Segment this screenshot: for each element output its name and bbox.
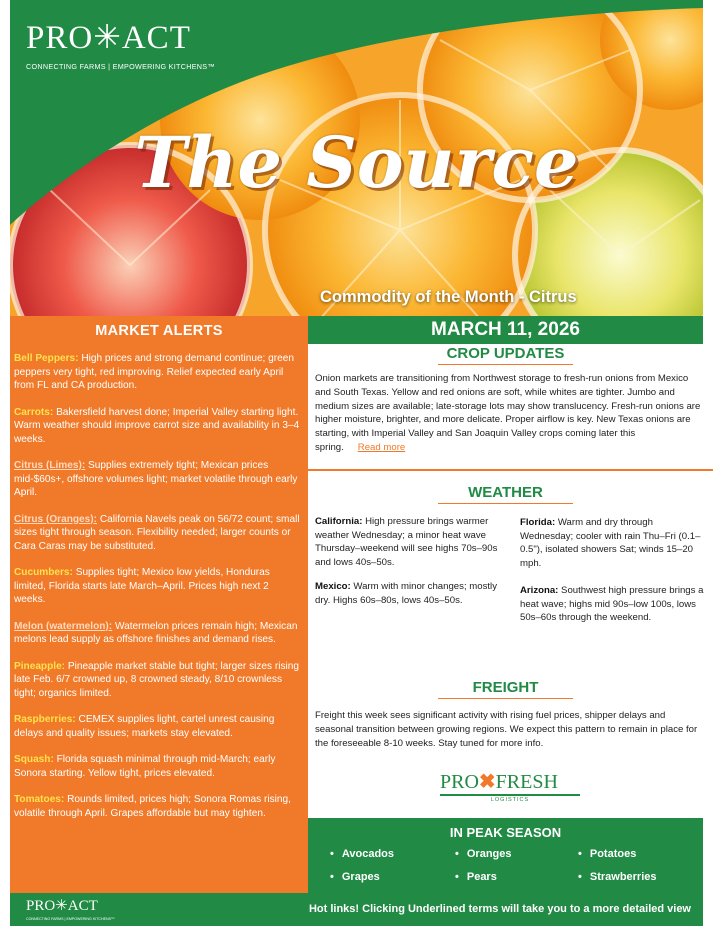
commodity-of-month: Commodity of the Month - Citrus <box>320 288 577 306</box>
weather-region: Mexico: <box>315 581 351 592</box>
hero-banner <box>10 0 703 316</box>
profresh-wordmark <box>440 772 580 792</box>
market-alert-text: Supplies tight; Mexico low yields, Honduras limited, Florida starts late March–April. Prices high next 2 weeks. <box>14 567 270 605</box>
footer-logo <box>26 899 115 921</box>
profresh-sub-bar <box>440 794 580 802</box>
peak-season-panel <box>308 818 703 893</box>
market-alert-link[interactable]: Citrus (Limes): <box>14 460 86 471</box>
weather-region: California: <box>315 516 363 527</box>
weather-text: High pressure brings warmer weather Wednesday; a minor heat wave Thursday–weekend will see highs 70s–90s and lows 40s–50s. <box>315 516 498 568</box>
crop-updates-body <box>315 372 703 455</box>
orange-arrow-x-icon: ✖ <box>478 771 496 793</box>
crop-updates-title: CROP UPDATES <box>446 345 565 362</box>
freight-title: FREIGHT <box>472 679 539 696</box>
market-alert-label: Tomatoes: <box>14 794 65 805</box>
profresh-sub: LOGISTICS <box>490 797 530 803</box>
footer-logo-tagline: CONNECTING FARMS | EMPOWERING KITCHENS™ <box>26 917 115 921</box>
proact-logo <box>26 22 215 71</box>
weather-arizona <box>520 584 706 625</box>
market-alert-text: Bakersfield harvest done; Imperial Valley starting light. Warm weather should improve carrot size and availability in 3–4 weeks. <box>14 406 300 445</box>
profresh-logo <box>440 772 580 802</box>
freight-underline <box>438 698 573 699</box>
weather-underline <box>438 503 573 504</box>
weather-region: Arizona: <box>520 585 559 596</box>
market-alert-text: High prices and strong demand continue; green peppers very tight, red improving. Relief expected early April from FL and CA production. <box>14 353 294 391</box>
weather-title: WEATHER <box>468 484 543 501</box>
market-alert-link[interactable]: Citrus (Oranges): <box>14 513 98 525</box>
market-alert-item <box>10 620 308 647</box>
weather-region: Florida: <box>520 517 556 528</box>
peak-season-title: IN PEAK SEASON <box>449 825 562 840</box>
peak-item: • Strawberries <box>578 871 657 883</box>
market-alerts-list <box>10 352 308 820</box>
market-alert-label: Squash: <box>14 754 54 765</box>
peak-item: • Pears <box>455 871 497 883</box>
footer-bar <box>10 893 703 926</box>
newsletter-title: The Source <box>134 121 579 204</box>
weather-mexico <box>315 580 505 607</box>
market-alert-item <box>10 459 308 500</box>
market-alert-item <box>10 406 308 447</box>
weather-text: Warm with minor changes; mostly dry. Highs 60s–80s, lows 40s–50s. <box>315 581 497 606</box>
market-alert-text: Florida squash minimal through mid-March; early Sonora starting. Yellow tight, prices elevated. <box>14 754 276 779</box>
market-alert-label: Carrots: <box>14 406 54 418</box>
market-alert-item <box>10 713 308 740</box>
read-more-link[interactable]: Read more <box>357 441 406 453</box>
profresh-pro: PRO <box>440 771 479 793</box>
market-alert-item <box>10 566 308 607</box>
crop-updates-text: Onion markets are transitioning from Northwest storage to fresh-run onions from Mexico and South Texas. Yellow and red onions are soft, while whites are tighter. Jumbo and medium sizes are available; late-storage lots may show translucency. Fresh-run onions are higher moisture, brighter, and more delicate. Proper airflow is key. New Texas onions are starting, with Imperial Valley and San Joaquin Valley crops coming later this spring. <box>315 373 701 453</box>
peak-item: • Oranges <box>455 848 512 860</box>
market-alert-label: Pineapple: <box>14 660 66 672</box>
weather-text: Southwest high pressure brings a heat wave; highs mid 90s–low 100s, lows 50s–60s through the weekend. <box>520 585 704 624</box>
market-alert-text: CEMEX supplies light, cartel unrest causing delays and quality issues; markets stay elevated. <box>14 714 275 739</box>
freight-body: Freight this week sees significant activity with rising fuel prices, shipper delays and seasonal transition between growing regions. We expect this pattern to remain in place for the foreseeable 8-10 weeks. Stay tuned for more info. <box>315 710 698 749</box>
profresh-fresh: FRESH <box>495 771 558 793</box>
market-alerts-panel <box>10 316 308 893</box>
logo-tagline: CONNECTING FARMS | EMPOWERING KITCHENS™ <box>26 62 215 71</box>
peak-item: • Avocados <box>330 848 394 860</box>
market-alert-text: Supplies extremely tight; Mexican prices mid-$60s+, offshore volumes light; market volatile through early April. <box>14 460 298 498</box>
crop-updates-underline <box>438 364 573 365</box>
market-alert-link[interactable]: Melon (watermelon): <box>14 620 113 632</box>
peak-item: • Potatoes <box>578 848 636 860</box>
market-alert-item <box>10 753 308 780</box>
weather-florida <box>520 516 706 570</box>
hot-links-note: Hot links! Clicking Underlined terms will take you to a more detailed view <box>308 903 691 915</box>
market-alert-label: Bell Peppers: <box>14 353 79 364</box>
market-alert-label: Raspberries: <box>14 714 76 725</box>
market-alert-label: Cucumbers: <box>14 567 73 578</box>
section-divider <box>308 469 713 471</box>
market-alerts-title: MARKET ALERTS <box>95 323 223 339</box>
market-alert-item <box>10 513 308 554</box>
market-alert-text: Watermelon prices remain high; Mexican melons lead supply as offshore finishes and demand rises. <box>14 620 298 645</box>
weather-text: Warm and dry through Wednesday; cooler with rain Thu–Fri (0.1–0.5"), isolated showers Sat; winds 15–20 mph. <box>520 517 701 569</box>
market-alert-text: Rounds limited, prices high; Sonora Romas rising, volatile through April. Grapes affordable but may tighten. <box>14 794 291 819</box>
weather-california <box>315 515 511 569</box>
peak-item: • Grapes <box>330 871 380 883</box>
market-alert-item <box>10 793 308 820</box>
footer-logo-wordmark: PRO✳ACT <box>26 898 98 914</box>
logo-wordmark: PRO✳ACT <box>26 20 191 56</box>
issue-date: MARCH 11, 2026 <box>308 316 703 344</box>
market-alert-item <box>10 352 308 393</box>
market-alert-text: Pineapple market stable but tight; larger sizes rising late Feb. 6/7 crowned up, 8 crowned steady, 8/10 crownless tight; organics limited. <box>14 660 300 699</box>
market-alert-item <box>10 660 308 701</box>
market-alert-text: California Navels peak on 56/72 count; small sizes tight through season. Flexibility needed; larger counts or Cara Caras may be substituted. <box>14 513 300 552</box>
